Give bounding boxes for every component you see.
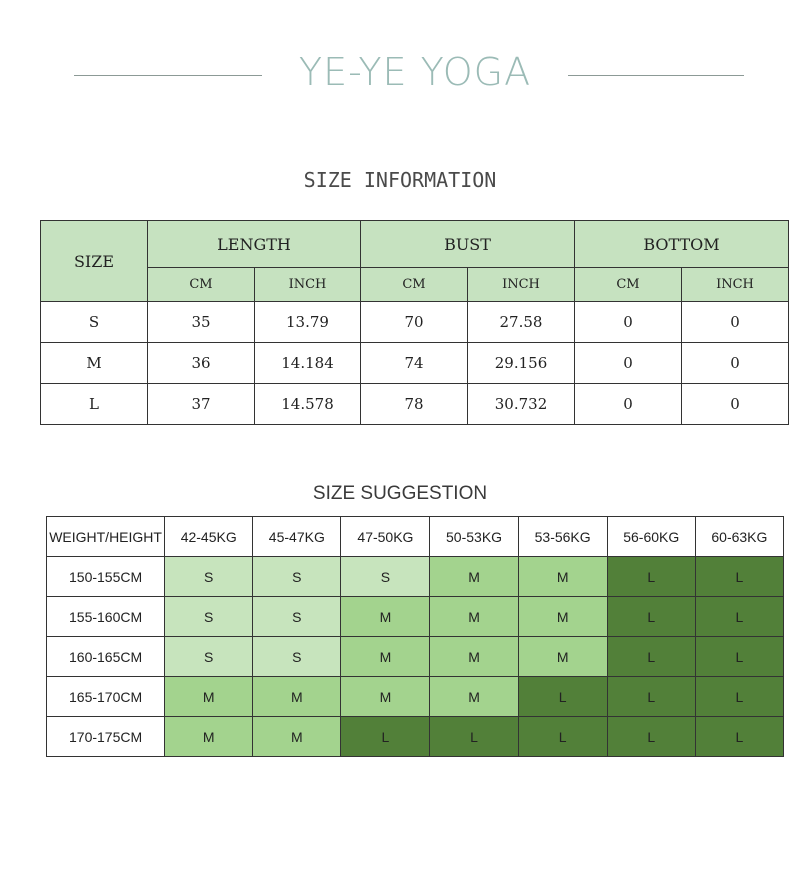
size-cell: M: [430, 597, 518, 637]
table-cell: 29.156: [468, 343, 575, 384]
size-cell: M: [341, 637, 430, 677]
size-cell: M: [430, 557, 518, 597]
weight-header: 42-45KG: [165, 517, 253, 557]
size-cell: M: [430, 637, 518, 677]
brand-title: YE-YE YOGA: [298, 50, 532, 94]
table-cell: 0: [575, 343, 682, 384]
table-cell: 27.58: [468, 302, 575, 343]
size-label: L: [41, 384, 148, 425]
table-row: [41, 343, 789, 384]
table-row: [47, 597, 784, 637]
size-cell: L: [607, 557, 695, 597]
weight-header: 56-60KG: [607, 517, 695, 557]
size-cell: L: [607, 597, 695, 637]
table-cell: 78: [361, 384, 468, 425]
group-header-bottom: BOTTOM: [575, 221, 789, 268]
table-row: [47, 717, 784, 757]
brand-divider-right: [568, 75, 744, 76]
table-cell: 30.732: [468, 384, 575, 425]
size-cell: S: [253, 597, 341, 637]
unit-header: INCH: [255, 268, 361, 302]
height-label: 155-160CM: [47, 597, 165, 637]
size-information-table: [40, 220, 789, 425]
table-cell: 0: [575, 384, 682, 425]
size-cell: M: [165, 677, 253, 717]
size-cell: L: [607, 677, 695, 717]
size-cell: S: [253, 557, 341, 597]
unit-header: CM: [575, 268, 682, 302]
table-row: [41, 384, 789, 425]
size-cell: M: [430, 677, 518, 717]
brand-divider-left: [74, 75, 262, 76]
size-suggestion-table: [46, 516, 784, 757]
table-cell: 0: [682, 384, 789, 425]
size-cell: M: [165, 717, 253, 757]
size-cell: S: [165, 637, 253, 677]
size-label: M: [41, 343, 148, 384]
size-cell: L: [518, 717, 607, 757]
size-information-title: SIZE INFORMATION: [303, 168, 497, 192]
height-label: 160-165CM: [47, 637, 165, 677]
height-label: 170-175CM: [47, 717, 165, 757]
size-cell: L: [518, 677, 607, 717]
size-cell: S: [341, 557, 430, 597]
table-cell: 13.79: [255, 302, 361, 343]
table-cell: 0: [682, 343, 789, 384]
size-cell: M: [253, 677, 341, 717]
corner-header: WEIGHT/HEIGHT: [47, 517, 165, 557]
size-cell: L: [607, 637, 695, 677]
height-label: 150-155CM: [47, 557, 165, 597]
group-header-length: LENGTH: [148, 221, 361, 268]
table-cell: 36: [148, 343, 255, 384]
size-cell: L: [430, 717, 518, 757]
size-cell: M: [518, 557, 607, 597]
table-cell: 0: [682, 302, 789, 343]
size-cell: M: [341, 677, 430, 717]
unit-header: INCH: [468, 268, 575, 302]
unit-header: CM: [361, 268, 468, 302]
table-row: [47, 557, 784, 597]
size-cell: L: [695, 677, 783, 717]
weight-header: 53-56KG: [518, 517, 607, 557]
table-row: [47, 637, 784, 677]
size-cell: M: [518, 637, 607, 677]
unit-header: CM: [148, 268, 255, 302]
table-cell: 74: [361, 343, 468, 384]
size-cell: L: [607, 717, 695, 757]
weight-header: 47-50KG: [341, 517, 430, 557]
size-cell: S: [165, 557, 253, 597]
group-header-bust: BUST: [361, 221, 575, 268]
size-cell: L: [695, 637, 783, 677]
size-cell: S: [165, 597, 253, 637]
table-cell: 14.578: [255, 384, 361, 425]
size-suggestion-title: SIZE SUGGESTION: [312, 483, 488, 504]
table-cell: 37: [148, 384, 255, 425]
table-cell: 14.184: [255, 343, 361, 384]
size-label: S: [41, 302, 148, 343]
size-cell: M: [253, 717, 341, 757]
size-cell: M: [518, 597, 607, 637]
table-header-row: [47, 517, 784, 557]
table-cell: 35: [148, 302, 255, 343]
height-label: 165-170CM: [47, 677, 165, 717]
table-row: [47, 677, 784, 717]
weight-header: 50-53KG: [430, 517, 518, 557]
brand-header: [0, 52, 800, 92]
weight-header: 60-63KG: [695, 517, 783, 557]
weight-header: 45-47KG: [253, 517, 341, 557]
size-cell: L: [695, 597, 783, 637]
size-cell: L: [341, 717, 430, 757]
size-column-header: SIZE: [41, 221, 148, 302]
size-cell: M: [341, 597, 430, 637]
size-cell: L: [695, 557, 783, 597]
table-cell: 70: [361, 302, 468, 343]
size-cell: S: [253, 637, 341, 677]
table-row: [41, 302, 789, 343]
size-cell: L: [695, 717, 783, 757]
table-cell: 0: [575, 302, 682, 343]
unit-header: INCH: [682, 268, 789, 302]
